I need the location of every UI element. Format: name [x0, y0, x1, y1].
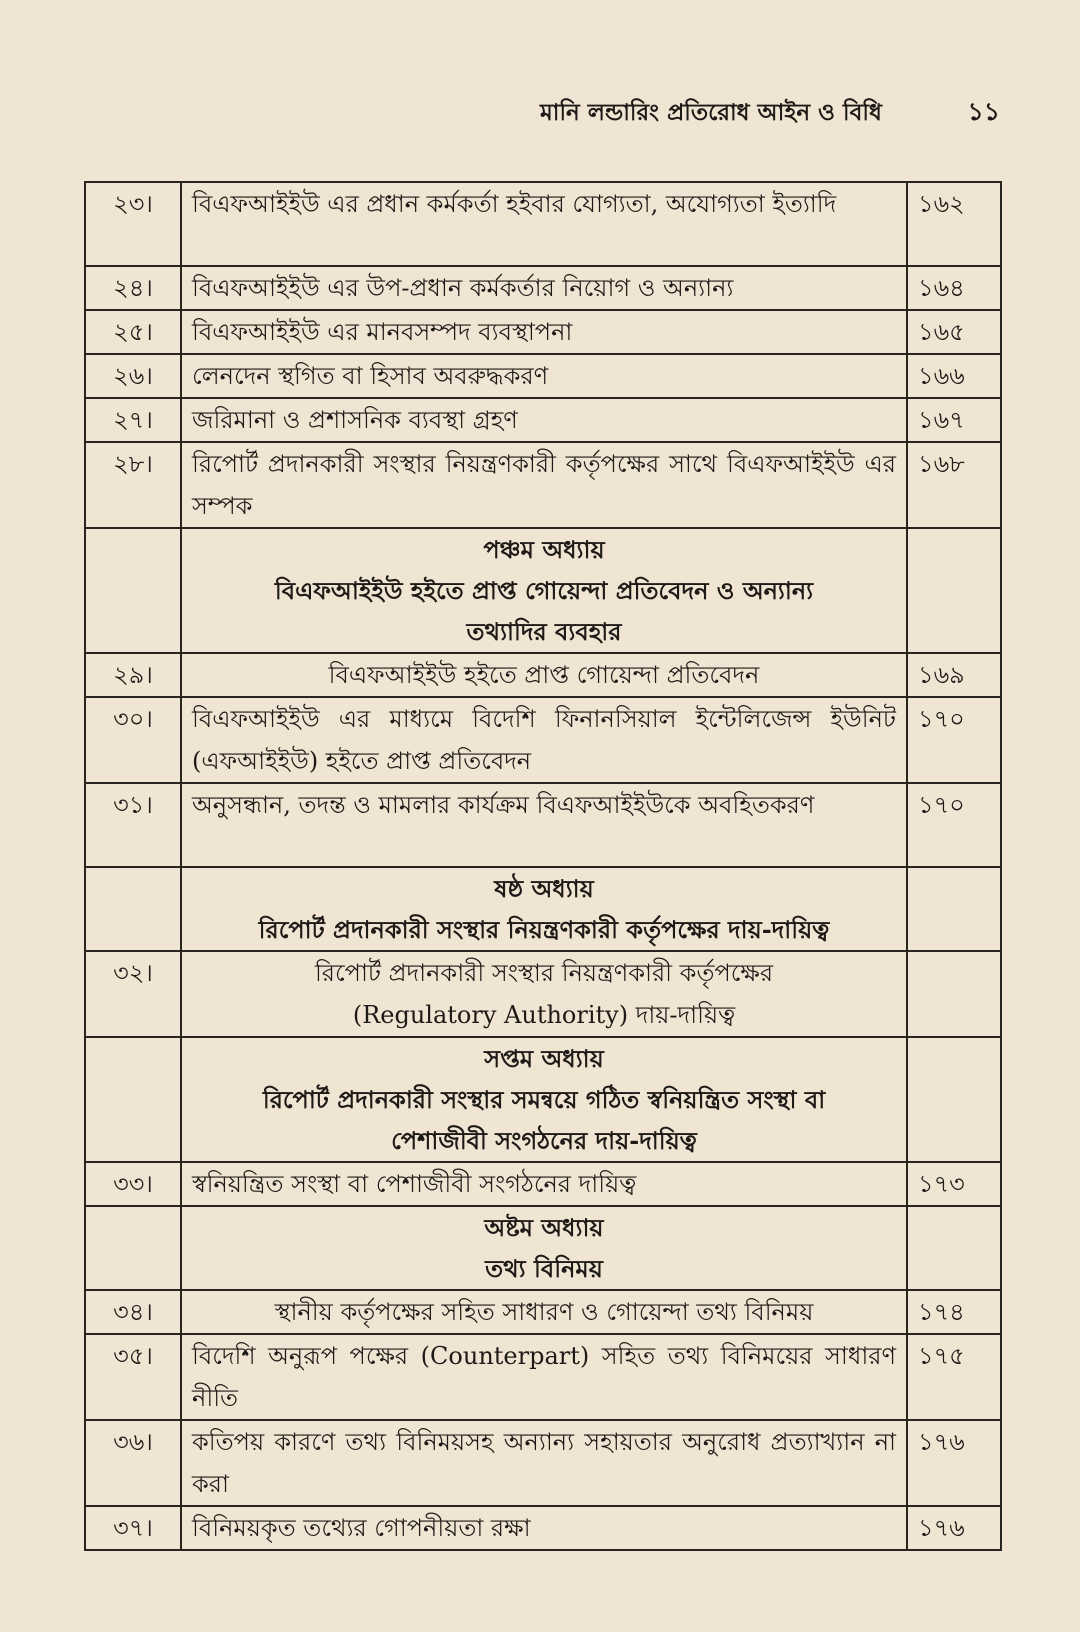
chapter-heading — [181, 867, 907, 951]
section-title: বিএফআইইউ এর প্রধান কর্মকর্তা হইবার যোগ্যতা, অযোগ্যতা ইত্যাদি — [181, 182, 907, 266]
section-title: বিএফআইইউ এর মানবসম্পদ ব্যবস্থাপনা — [181, 310, 907, 354]
chapter-heading — [181, 1037, 907, 1162]
section-title: বিনিময়কৃত তথ্যের গোপনীয়তা রক্ষা — [181, 1506, 907, 1550]
section-number: ৩৫। — [85, 1334, 181, 1420]
chapter-subtitle: রিপোর্ট প্রদানকারী সংস্থার সমন্বয়ে গঠিত স্বনিয়ন্ত্রিত সংস্থা বা — [262, 1085, 826, 1114]
section-number: ২৩। — [85, 182, 181, 266]
chapter-name: অষ্টম অধ্যায় — [484, 1213, 604, 1242]
section-number: ২৯। — [85, 653, 181, 697]
section-title: রিপোর্ট প্রদানকারী সংস্থার নিয়ন্ত্রণকারী কর্তৃপক্ষের সাথে বিএফআইইউ এর সম্পক — [181, 442, 907, 528]
page-number: ১৬৮ — [907, 442, 1001, 528]
section-title: বিএফআইইউ এর উপ-প্রধান কর্মকর্তার নিয়োগ ও অন্যান্য — [181, 266, 907, 310]
section-number: ৩১। — [85, 783, 181, 867]
page-number: ১৬৫ — [907, 310, 1001, 354]
section-title: বিদেশি অনুরূপ পক্ষের (Counterpart) সহিত তথ্য বিনিময়ের সাধারণ নীতি — [181, 1334, 907, 1420]
table-row — [85, 442, 1001, 528]
empty-cell — [907, 1206, 1001, 1290]
page-number: ১৭৪ — [907, 1290, 1001, 1334]
section-title — [181, 951, 907, 1037]
page-number: ১৭৫ — [907, 1334, 1001, 1420]
page-number: ১৭০ — [907, 697, 1001, 783]
contents-table — [84, 181, 1002, 1551]
section-number: ৩২। — [85, 951, 181, 1037]
chapter-name: ষষ্ঠ অধ্যায় — [494, 874, 594, 903]
table-row — [85, 1162, 1001, 1206]
page-number: ১৭৩ — [907, 1162, 1001, 1206]
header-page-number: ১১ — [967, 97, 1000, 126]
header-title: মানি লন্ডারিং প্রতিরোধ আইন ও বিধি — [540, 99, 882, 126]
section-number: ৩০। — [85, 697, 181, 783]
empty-cell — [907, 1037, 1001, 1162]
table-row — [85, 1506, 1001, 1550]
section-title-line: রিপোর্ট প্রদানকারী সংস্থার নিয়ন্ত্রণকারী কর্তৃপক্ষের — [314, 959, 774, 987]
page-number: ১৬৪ — [907, 266, 1001, 310]
page-number — [907, 951, 1001, 1037]
empty-cell — [907, 867, 1001, 951]
section-title: জরিমানা ও প্রশাসনিক ব্যবস্থা গ্রহণ — [181, 398, 907, 442]
chapter-heading-row — [85, 1206, 1001, 1290]
section-number: ২৭। — [85, 398, 181, 442]
chapter-name: সপ্তম অধ্যায় — [484, 1044, 604, 1073]
empty-cell — [85, 1037, 181, 1162]
section-number: ২৬। — [85, 354, 181, 398]
chapter-subtitle: পেশাজীবী সংগঠনের দায়-দায়িত্ব — [391, 1126, 697, 1155]
section-number: ৩৪। — [85, 1290, 181, 1334]
table-row — [85, 1290, 1001, 1334]
empty-cell — [85, 528, 181, 653]
section-number: ৩৩। — [85, 1162, 181, 1206]
chapter-heading-row — [85, 1037, 1001, 1162]
table-row — [85, 653, 1001, 697]
section-number: ২৪। — [85, 266, 181, 310]
empty-cell — [85, 867, 181, 951]
table-row — [85, 398, 1001, 442]
page-number: ১৭৬ — [907, 1506, 1001, 1550]
chapter-subtitle: রিপোর্ট প্রদানকারী সংস্থার নিয়ন্ত্রণকারী কর্তৃপক্ষের দায়-দায়িত্ব — [258, 915, 830, 944]
empty-cell — [85, 1206, 181, 1290]
empty-cell — [907, 528, 1001, 653]
chapter-subtitle: বিএফআইইউ হইতে প্রাপ্ত গোয়েন্দা প্রতিবেদন ও অন্যান্য — [274, 576, 814, 605]
table-row — [85, 1334, 1001, 1420]
chapter-heading-row — [85, 528, 1001, 653]
table-row — [85, 266, 1001, 310]
page-number: ১৭০ — [907, 783, 1001, 867]
table-row — [85, 783, 1001, 867]
table-row — [85, 697, 1001, 783]
page-number: ১৭৬ — [907, 1420, 1001, 1506]
section-title: অনুসন্ধান, তদন্ত ও মামলার কার্যক্রম বিএফআইইউকে অবহিতকরণ — [181, 783, 907, 867]
section-number: ৩৭। — [85, 1506, 181, 1550]
table-row — [85, 354, 1001, 398]
chapter-name: পঞ্চম অধ্যায় — [483, 535, 605, 564]
section-number: ৩৬। — [85, 1420, 181, 1506]
section-title: কতিপয় কারণে তথ্য বিনিময়সহ অন্যান্য সহায়তার অনুরোধ প্রত্যাখ্যান না করা — [181, 1420, 907, 1506]
page-number: ১৬৯ — [907, 653, 1001, 697]
table-row — [85, 951, 1001, 1037]
table-row — [85, 1420, 1001, 1506]
section-title: স্থানীয় কর্তৃপক্ষের সহিত সাধারণ ও গোয়েন্দা তথ্য বিনিময় — [181, 1290, 907, 1334]
chapter-subtitle: তথ্য বিনিময় — [485, 1254, 603, 1283]
chapter-heading — [181, 528, 907, 653]
section-title: বিএফআইইউ এর মাধ্যমে বিদেশি ফিনানসিয়াল ইন্টেলিজেন্স ইউনিট (এফআইইউ) হইতে প্রাপ্ত প্রতিবেদন — [181, 697, 907, 783]
section-title: বিএফআইইউ হইতে প্রাপ্ত গোয়েন্দা প্রতিবেদন — [181, 653, 907, 697]
page-number: ১৬৭ — [907, 398, 1001, 442]
chapter-heading-row — [85, 867, 1001, 951]
section-title: লেনদেন স্থগিত বা হিসাব অবরুদ্ধকরণ — [181, 354, 907, 398]
section-title: স্বনিয়ন্ত্রিত সংস্থা বা পেশাজীবী সংগঠনের দায়িত্ব — [181, 1162, 907, 1206]
running-header — [540, 92, 1000, 135]
chapter-heading — [181, 1206, 907, 1290]
table-row — [85, 310, 1001, 354]
page-number: ১৬২ — [907, 182, 1001, 266]
chapter-subtitle: তথ্যাদির ব্যবহার — [466, 617, 622, 646]
section-title-line: (Regulatory Authority) দায়-দায়িত্ব — [352, 1001, 736, 1029]
section-number: ২৫। — [85, 310, 181, 354]
page-number: ১৬৬ — [907, 354, 1001, 398]
table-row — [85, 182, 1001, 266]
section-number: ২৮। — [85, 442, 181, 528]
